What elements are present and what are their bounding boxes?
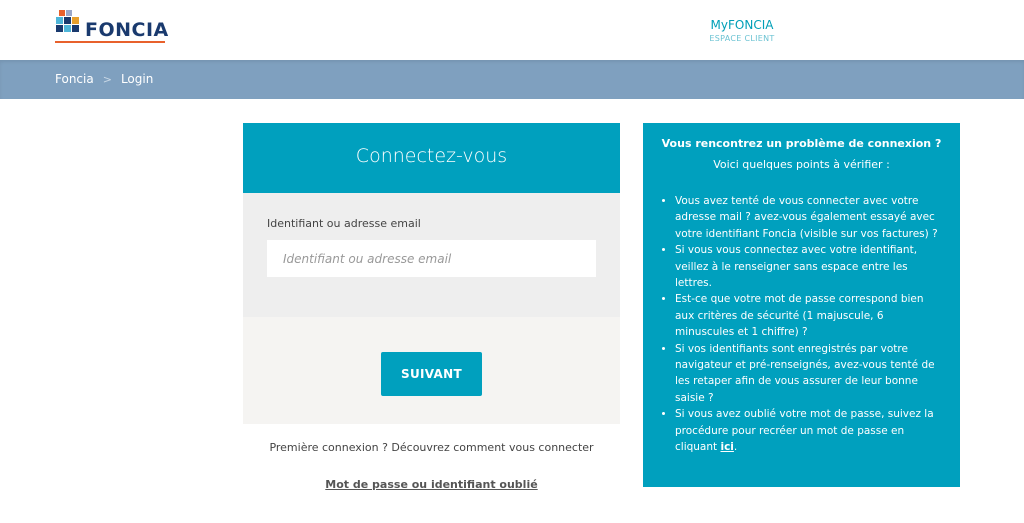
identifier-input[interactable] — [267, 240, 596, 277]
foncia-logo[interactable] — [55, 8, 170, 44]
foncia-house-logo-icon — [55, 8, 85, 40]
help-item — [675, 406, 942, 455]
logo-underline — [55, 41, 165, 43]
help-list — [661, 193, 942, 456]
breadcrumb-home[interactable]: Foncia — [55, 72, 94, 86]
myfoncia-link[interactable] — [700, 18, 784, 43]
login-title: Connectez-vous — [243, 123, 620, 193]
help-title: Vous rencontrez un problème de connexion ? — [661, 137, 942, 150]
help-item-text: Si vous avez oublié votre mot de passe, suivez la procédure pour recréer un mot de passe en cliquant — [675, 408, 934, 454]
login-card — [243, 123, 620, 424]
identifier-label: Identifiant ou adresse email — [267, 217, 421, 230]
next-button[interactable]: SUIVANT — [381, 352, 482, 396]
forgot-credentials-link[interactable]: Mot de passe ou identifiant oublié — [325, 478, 538, 491]
connection-help-panel — [643, 123, 960, 487]
help-item-suffix: . — [733, 441, 738, 454]
myfoncia-subtitle: ESPACE CLIENT — [709, 34, 775, 43]
brand-name: FONCIA — [85, 19, 169, 41]
help-subtitle: Voici quelques points à vérifier : — [713, 158, 890, 171]
chevron-right-icon: > — [102, 72, 112, 86]
login-form-body — [243, 193, 620, 317]
login-form-footer — [243, 317, 620, 424]
reset-password-link[interactable]: ici — [720, 441, 734, 454]
help-item: • Est-ce que votre mot de passe correspond bien aux critères de sécurité (1 majuscule, 6 minuscules et 1 chiffre) ? — [675, 291, 942, 340]
help-item: • Si vous vous connectez avec votre identifiant, veillez à le renseigner sans espace entre les lettres. — [675, 242, 942, 291]
breadcrumb — [55, 72, 153, 86]
help-item: • Si vos identifiants sont enregistrés par votre navigateur et pré-renseignés, avez-vous tenté de les retaper afin de vous assurer de leur bonne saisie ? — [675, 341, 942, 407]
myfoncia-title: MyFONCIA — [710, 18, 774, 32]
breadcrumb-bar — [0, 60, 1024, 99]
help-item: • Vous avez tenté de vous connecter avec votre adresse mail ? avez-vous également essayé avec votre identifiant Foncia (visible sur vos factures) ? — [675, 193, 942, 242]
breadcrumb-current: Login — [120, 72, 154, 86]
site-header — [0, 0, 1024, 60]
first-connection-link[interactable]: Première connexion ? Découvrez comment vous connecter — [269, 441, 594, 454]
